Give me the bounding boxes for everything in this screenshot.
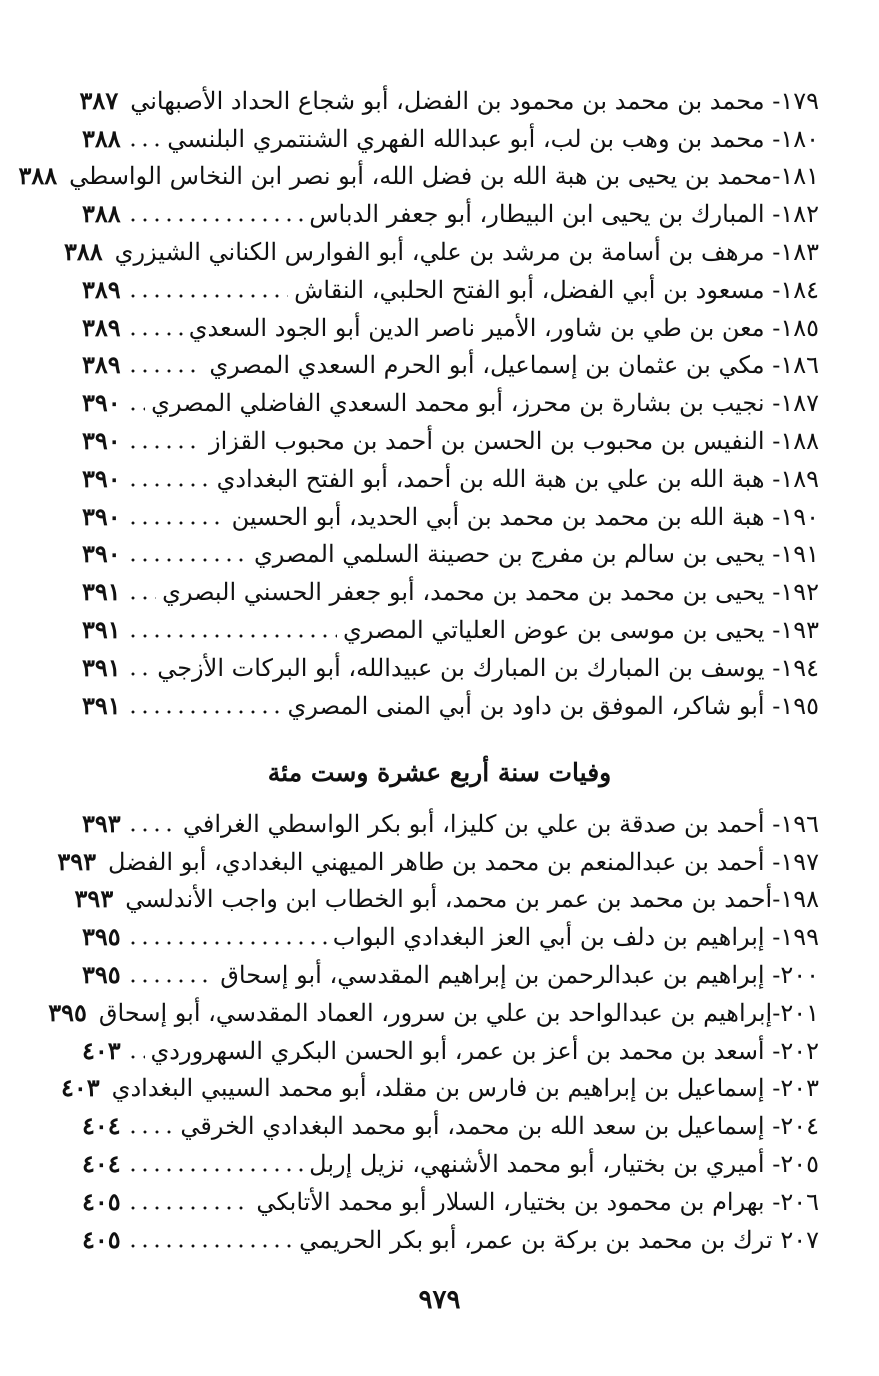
entry-text: ٢٠٠- إبراهيم بن عبدالرحمن بن إبراهيم المقدسي، أبو إسحاق [220,961,819,990]
entry-page-number: ٤٠٥ [82,1224,121,1254]
entry-page-number: ٤٠٥ [82,1186,121,1216]
dot-leader [127,936,327,950]
entry-page-number: ٣٩٠ [82,463,121,493]
entry-text: ١٩٢- يحيى بن محمد بن محمد بن محمد، أبو جعفر الحسني البصري [162,578,819,607]
entry-page-number: ٣٨٨ [82,199,121,229]
entry-page-number: ٣٨٩ [82,350,121,380]
entry-text: ١٩٧- أحمد بن عبدالمنعم بن محمد بن طاهر الميهني البغدادي، أبو الفضل [107,847,819,876]
dot-leader [127,629,337,643]
index-entry [82,120,819,158]
entry-page-number: ٣٨٩ [82,312,121,342]
index-entry [82,498,819,536]
dot-leader [127,1239,293,1253]
entry-page-number: ٣٩٥ [82,960,121,990]
dot-leader [127,705,282,719]
entry-page-number: ٣٩٣ [57,846,96,876]
entry-page-number: ٤٠٣ [82,1035,121,1065]
index-entry [82,536,819,574]
entry-page-number: ٣٩١ [82,690,121,720]
entry-text: ١٨٨- النفيس بن محبوب بن الحسن بن أحمد بن محبوب القزاز [209,427,819,456]
index-entry [82,460,819,498]
entry-text: ٢٠١-إبراهيم بن عبدالواحد بن علي بن سرور، العماد المقدسي، أبو إسحاق [98,998,819,1027]
dot-leader [127,440,203,454]
index-entry [82,649,819,687]
entry-page-number: ٤٠٣ [61,1073,100,1103]
index-entry [57,843,819,881]
entry-page-number: ٣٩١ [82,652,121,682]
entry-text: ٢٠٢- أسعد بن محمد بن أعز بن عمر، أبو الحسن البكري السهروردي [150,1036,819,1065]
entry-text: ١٨٩- هبة الله بن علي بن هبة الله بن أحمد، أبو الفتح البغدادي [216,464,819,493]
entry-text: ١٩٤- يوسف بن المبارك بن المبارك بن عبيدالله، أبو البركات الأزجي [157,653,819,682]
entry-text: ٢٠٣- إسماعيل بن إبراهيم بن فارس بن مقلد، أبو محمد السيبي البغدادي [111,1074,819,1103]
index-entry [82,195,819,233]
dot-leader [127,138,162,152]
index-entry [82,956,819,994]
index-entry [74,881,819,919]
entry-text: ٢٠٦- بهرام بن محمود بن بختيار، السلار أبو محمد الأتابكي [256,1187,819,1216]
index-entry [82,805,819,843]
dot-leader [127,516,226,530]
index-entry [82,1032,819,1070]
entry-page-number: ٣٩١ [82,615,121,645]
index-entry [61,1070,819,1108]
section-heading: وفيات سنة أربع عشرة وست مئة [267,758,612,787]
index-list-section-2 [48,805,819,1259]
dot-leader [127,327,183,341]
dot-leader [127,823,177,837]
entry-page-number: ٣٩٥ [82,922,121,952]
entry-page-number: ٣٨٩ [82,274,121,304]
entry-text: ١٨٣- مرهف بن أسامة بن مرشد بن علي، أبو الفوارس الكناني الشيزري [114,238,819,267]
entry-page-number: ٣٩٠ [82,539,121,569]
entry-page-number: ٣٩٠ [82,501,121,531]
dot-leader [127,213,304,227]
dot-leader [127,1163,303,1177]
entry-page-number: ٣٨٨ [64,237,103,267]
entry-text: ١٩٩- إبراهيم بن دلف بن أبي العز البغدادي البواب [332,923,819,952]
index-entry [82,611,819,649]
entry-text: ٢٠٧ ترك بن محمد بن بركة بن عمر، أبو بكر الحريمي [299,1225,819,1254]
index-entry [82,1183,819,1221]
dot-leader [127,667,152,681]
entry-text: ١٩١- يحيى بن سالم بن مفرج بن حصينة السلمي المصري [253,540,819,569]
index-entry [82,918,819,956]
index-entry [82,309,819,347]
entry-page-number: ٣٨٧ [79,85,119,115]
entry-text: ١٩٠- هبة الله بن محمد بن محمد بن أبي الحديد، أبو الحسين [231,502,819,531]
index-entry [82,347,819,385]
entry-text: ١٩٣- يحيى بن موسى بن عوض العلياتي المصري [342,616,819,645]
index-entry [82,573,819,611]
entry-page-number: ٣٩٥ [48,997,87,1027]
entry-text: ١٩٥- أبو شاكر، الموفق بن داود بن أبي المنى المصري [287,691,819,720]
entry-text: ٢٠٤- إسماعيل بن سعد الله بن محمد، أبو محمد البغدادي الخرقي [180,1112,819,1141]
entry-text: ١٨٠- محمد بن وهب بن لب، أبو عبدالله الفهري الشنتمري البلنسي [167,124,819,153]
dot-leader [127,591,156,605]
index-entry [82,422,819,460]
dot-leader [127,1050,145,1064]
index-entry [64,233,819,271]
dot-leader [127,402,146,416]
entry-text: ١٨٧- نجيب بن بشارة بن محرز، أبو محمد السعدي الفاضلي المصري [151,389,819,418]
entry-text: ٢٠٥- أميري بن بختيار، أبو محمد الأشنهي، نزيل إربل [309,1150,819,1179]
index-entry [18,158,819,196]
entry-page-number: ٣٩١ [82,577,121,607]
entry-text: ١٨٥- معن بن طي بن شاور، الأمير ناصر الدين أبو الجود السعدي [188,313,819,342]
dot-leader [127,553,248,567]
index-entry [48,994,819,1032]
index-entry [82,1107,819,1145]
dot-leader [127,974,215,988]
entry-text: ١٧٩- محمد بن محمد بن محمود بن الفضل، أبو شجاع الحداد الأصبهاني [130,86,819,115]
entry-text: ١٩٨-أحمد بن محمد بن عمر بن محمد، أبو الخطاب ابن واجب الأندلسي [125,885,819,914]
index-entry [82,687,819,725]
index-entry [79,82,819,120]
dot-leader [127,364,204,378]
index-entry [82,271,819,309]
entry-page-number: ٤٠٤ [82,1111,121,1141]
entry-page-number: ٣٩٠ [82,388,121,418]
dot-leader [127,1201,251,1215]
dot-leader [127,1125,175,1139]
index-entry [82,1221,819,1259]
page-number: ٩٧٩ [418,1285,461,1315]
entry-text: ١٨١-محمد بن يحيى بن هبة الله بن فضل الله، أبو نصر ابن النخاس الواسطي [69,162,819,191]
entry-text: ١٨٢- المبارك بن يحيى ابن البيطار، أبو جعفر الدباس [309,200,819,229]
entry-text: ١٩٦- أحمد بن صدقة بن علي بن كليزا، أبو بكر الواسطي الغرافي [182,809,819,838]
dot-leader [127,289,288,303]
entry-page-number: ٣٩٠ [82,426,121,456]
entry-page-number: ٣٩٣ [74,884,114,914]
index-list-section-1 [18,82,819,725]
entry-page-number: ٣٨٨ [18,161,58,191]
index-entry [82,384,819,422]
entry-text: ١٨٤- مسعود بن أبي الفضل، أبو الفتح الحلبي، النقاش [294,275,819,304]
entry-page-number: ٣٨٨ [82,123,121,153]
dot-leader [127,478,211,492]
entry-page-number: ٣٩٣ [82,808,121,838]
index-entry [82,1145,819,1183]
entry-text: ١٨٦- مكي بن عثمان بن إسماعيل، أبو الحرم السعدي المصري [209,351,819,380]
entry-page-number: ٤٠٤ [82,1149,121,1179]
